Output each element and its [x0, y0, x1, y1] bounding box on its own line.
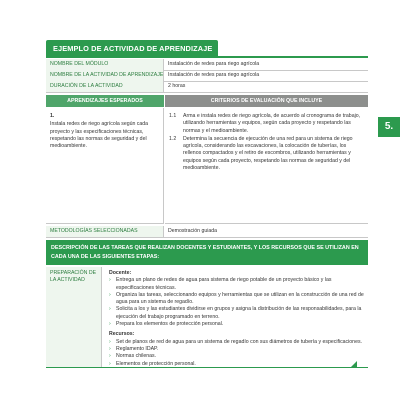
- module-value: Instalación de redes para riego agrícola: [168, 61, 260, 67]
- duration-row: [46, 81, 368, 93]
- arrow-icon: ›: [109, 291, 111, 298]
- methodology-label: METODOLOGÍAS SELECCIONADAS: [46, 226, 164, 237]
- evaluation-criteria-header: CRITERIOS DE EVALUACIÓN QUE INCLUYE: [165, 95, 368, 107]
- criteria-cell: [165, 108, 368, 224]
- activity-name-label: NOMBRE DE LA ACTIVIDAD DE APRENDIZAJE: [46, 70, 164, 81]
- list-item: › Set de planos de red de agua para un sistema de regadío con sus diámetros de tubería y especificaciones.: [109, 338, 362, 345]
- preparation-label: PREPARACIÓN DE LA ACTIVIDAD: [46, 267, 102, 367]
- document-title: EJEMPLO DE ACTIVIDAD DE APRENDIZAJE: [46, 40, 218, 57]
- duration-value: 2 horas: [168, 83, 186, 89]
- list-item: › Elementos de protección personal.: [109, 360, 196, 367]
- list-item: › Solicita a los y las estudiantes dividirse en grupos y asigna la distribución de las responsabilidades, para la ejecución del trabajo programado en terreno.: [109, 306, 362, 320]
- criterion-item: [169, 136, 364, 172]
- methodology-row: [46, 226, 368, 238]
- arrow-icon: ›: [109, 338, 111, 345]
- arrow-icon: ›: [109, 321, 111, 328]
- learning-number: 1.: [50, 113, 55, 119]
- activity-document: [46, 40, 368, 368]
- criterion-text: Determina la secuencia de ejecución de una red para un sistema de riego agrícola, considerando las excavaciones, la colocación de tuberías, los rellenos compactados y el retiro de escombros, utilizando herramientas y equipos según cada proyecto, respetando las normas de seguridad y del medioambiente.: [183, 135, 353, 172]
- learning-text: Instala redes de riego agrícola según cada proyecto y las especificaciones técnicas, respetando las normas de seguridad y del medioambiente.: [50, 121, 149, 150]
- teacher-title: Docente:: [109, 270, 132, 276]
- module-label: NOMBRE DEL MÓDULO: [46, 59, 164, 70]
- activity-name-value: Instalación de redes para riego agrícola: [168, 72, 260, 78]
- list-item: › Prepara los elementos de protección personal.: [109, 321, 224, 328]
- header-divider: [46, 56, 368, 58]
- expected-learning-cell: [46, 108, 164, 224]
- list-item: › Organiza las tareas, seleccionando equipos y herramientas que se utilizan en la construcción de una red de agua para un sistema de regadío.: [109, 291, 364, 306]
- resources-title: Recursos:: [109, 331, 135, 338]
- expected-learning-header: APRENDIZAJES ESPERADOS: [46, 95, 164, 107]
- page-number-tab: 5.: [378, 117, 400, 137]
- arrow-icon: ›: [109, 360, 111, 367]
- arrow-icon: ›: [109, 277, 111, 284]
- preparation-content: [103, 267, 368, 367]
- criterion-number: 1.2: [169, 135, 177, 142]
- tasks-description-band: DESCRIPCIÓN DE LAS TAREAS QUE REALIZAN DOCENTES Y ESTUDIANTES, Y LOS RECURSOS QUE SE UTILIZAN EN CADA UNA DE LAS SIGUIENTES ETAPAS:: [46, 240, 368, 265]
- arrow-icon: ›: [109, 353, 111, 360]
- criterion-number: 1.1: [169, 113, 177, 119]
- list-item: › Reglamento IDAP.: [109, 345, 159, 352]
- arrow-icon: ›: [109, 345, 111, 352]
- criterion-text: Arma e instala redes de riego agrícola, de acuerdo al cronograma de trabajo, utilizando herramientas y equipos, según cada proyecto y respetando las normas y el medioambiente.: [183, 113, 361, 134]
- criterion-item: [169, 113, 364, 135]
- bottom-divider: [46, 367, 368, 368]
- corner-marker-icon: [351, 361, 357, 367]
- list-item: › Normas chilenas.: [109, 353, 157, 360]
- duration-label: DURACIÓN DE LA ACTIVIDAD: [46, 81, 164, 92]
- arrow-icon: ›: [109, 306, 111, 313]
- list-item: › Entrega un plano de redes de agua para sistema de riego potable de un proyecto básico y las especificaciones técnicas.: [109, 277, 332, 291]
- methodology-value: Demostración guiada: [168, 228, 218, 234]
